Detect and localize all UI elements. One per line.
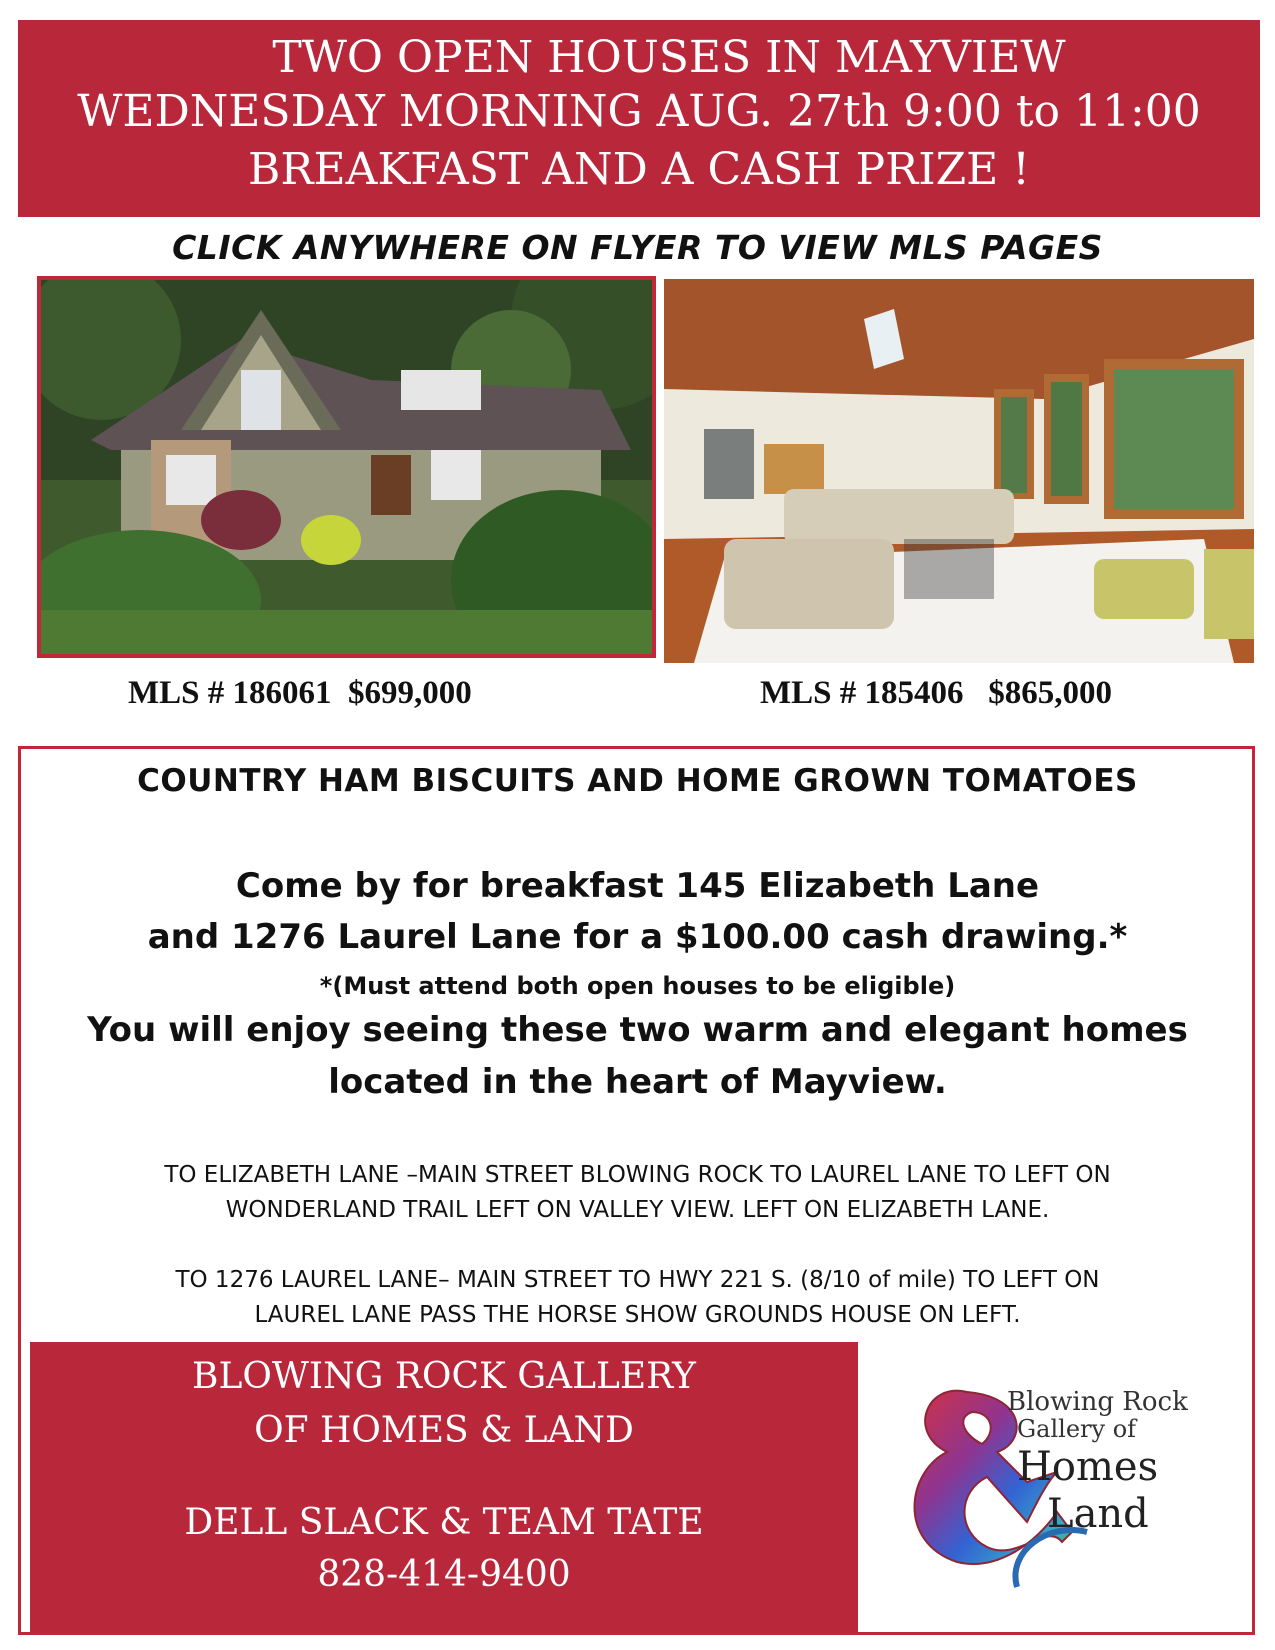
directions-elizabeth-line-2: WONDERLAND TRAIL LEFT ON VALLEY VIEW. LEFT ON ELIZABETH LANE. <box>225 1197 1050 1223</box>
agency-logo <box>897 1372 1217 1604</box>
body-line-3: You will enjoy seeing these two warm and elegant homes <box>87 1010 1188 1050</box>
agency-contact-box <box>30 1342 858 1632</box>
body-line-4: located in the heart of Mayview. <box>328 1062 947 1102</box>
logo-line-2: Gallery of <box>1017 1415 1137 1443</box>
body-line-2: and 1276 Laurel Lane for a $100.00 cash drawing.* <box>147 917 1128 957</box>
agency-name-line-1: BLOWING ROCK GALLERY <box>192 1356 696 1397</box>
living-room-photo[interactable] <box>664 279 1254 663</box>
agent-names: DELL SLACK & TEAM TATE <box>184 1502 704 1543</box>
banner-line-2: WEDNESDAY MORNING AUG. 27th 9:00 to 11:00 <box>77 86 1201 137</box>
directions-laurel-line-2: LAUREL LANE PASS THE HORSE SHOW GROUNDS HOUSE ON LEFT. <box>254 1302 1021 1328</box>
phone-number[interactable]: 828-414-9400 <box>317 1554 571 1595</box>
listing-mls-2[interactable]: MLS # 185406 $865,000 <box>760 675 1113 711</box>
breakfast-headline: COUNTRY HAM BISCUITS AND HOME GROWN TOMATOES <box>137 763 1138 799</box>
body-line-1: Come by for breakfast 145 Elizabeth Lane <box>235 866 1040 906</box>
click-instruction[interactable]: CLICK ANYWHERE ON FLYER TO VIEW MLS PAGES <box>172 228 1103 267</box>
eligibility-note: *(Must attend both open houses to be eligible) <box>319 972 956 1000</box>
logo-line-1: Blowing Rock <box>1007 1387 1188 1417</box>
header-banner[interactable] <box>18 20 1260 217</box>
listing-mls-1[interactable]: MLS # 186061 $699,000 <box>128 675 472 711</box>
directions-elizabeth-line-1: TO ELIZABETH LANE –MAIN STREET BLOWING ROCK TO LAUREL LANE TO LEFT ON <box>164 1162 1111 1188</box>
house-exterior-photo[interactable] <box>37 276 656 658</box>
banner-line-1: TWO OPEN HOUSES IN MAYVIEW <box>272 32 1066 83</box>
agency-name-line-2: OF HOMES & LAND <box>254 1410 634 1451</box>
logo-line-4: Land <box>1047 1491 1149 1537</box>
directions-laurel-line-1: TO 1276 LAUREL LANE– MAIN STREET TO HWY 221 S. (8/10 of mile) TO LEFT ON <box>175 1267 1100 1293</box>
logo-line-3: Homes <box>1017 1444 1159 1490</box>
banner-line-3: BREAKFAST AND A CASH PRIZE ! <box>248 144 1030 195</box>
